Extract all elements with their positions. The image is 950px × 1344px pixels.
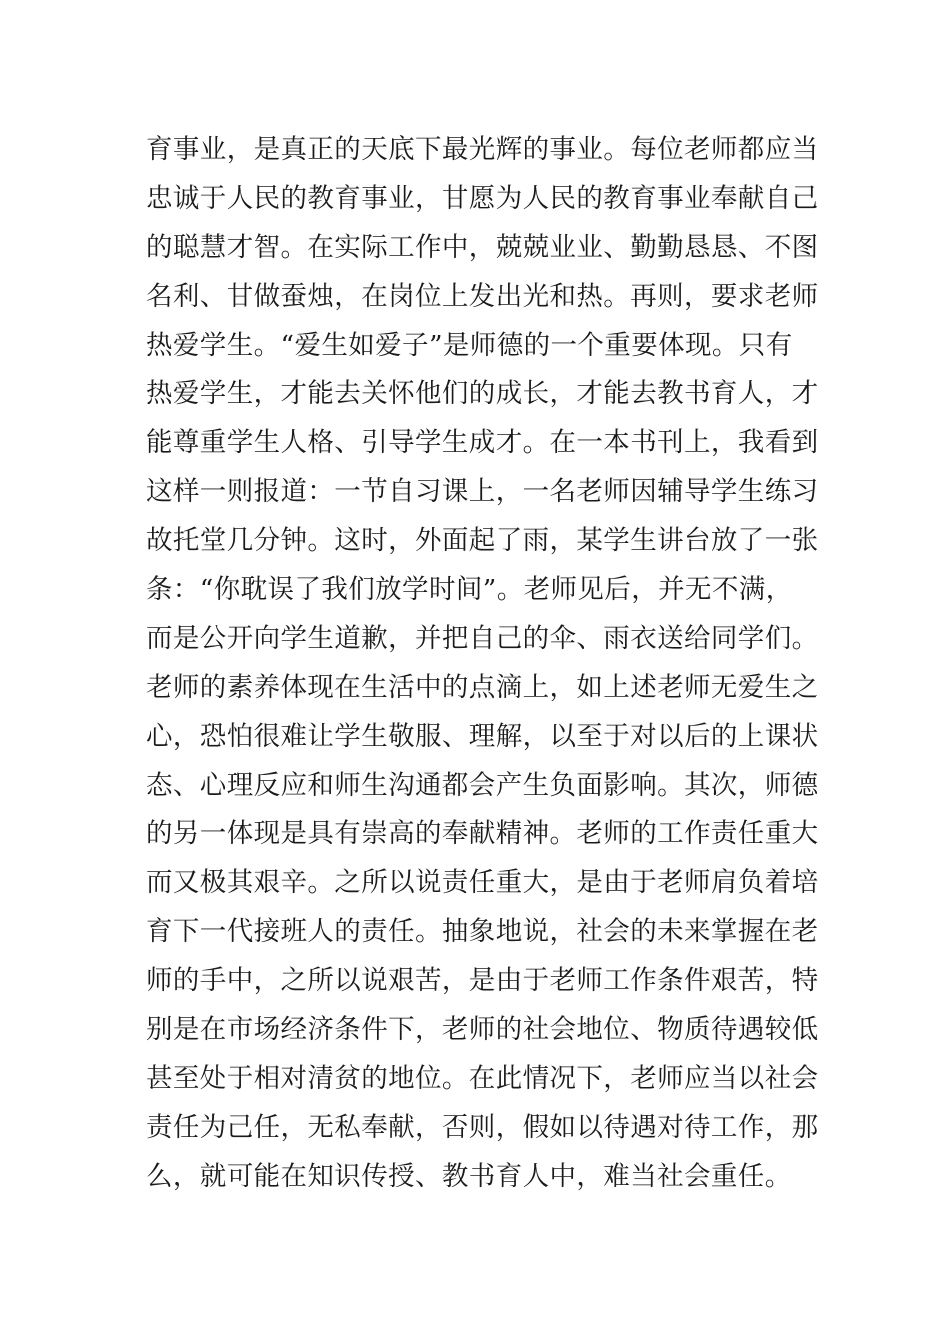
text-line-2: 忠诚于人民的教育事业，甘愿为人民的教育事业奉献自己 xyxy=(146,182,819,214)
text-line-22: 么，就可能在知识传授、教书育人中，难当社会重任。 xyxy=(146,1160,792,1192)
text-line-15: 的另一体现是具有崇高的奉献精神。老师的工作责任重大 xyxy=(146,818,819,850)
text-line-21: 责任为己任，无私奉献，否则，假如以待遇对待工作，那 xyxy=(146,1111,819,1143)
text-line-16: 而又极其艰辛。之所以说责任重大，是由于老师肩负着培 xyxy=(146,867,819,899)
text-line-3: 的聪慧才智。在实际工作中，兢兢业业、勤勤恳恳、不图 xyxy=(146,231,819,263)
text-line-4: 名利、甘做蚕烛，在岗位上发出光和热。再则，要求老师 xyxy=(146,280,819,312)
text-line-11: 而是公开向学生道歉，并把自己的伞、雨衣送给同学们。 xyxy=(146,622,819,654)
text-line-17: 育下一代接班人的责任。抽象地说，社会的未来掌握在老 xyxy=(146,916,819,948)
text-line-5: 热爱学生。“爱生如爱子”是师德的一个重要体现。只有 xyxy=(146,329,793,361)
text-line-12: 老师的素养体现在生活中的点滴上，如上述老师无爱生之 xyxy=(146,671,819,703)
text-line-6: 热爱学生，才能去关怀他们的成长，才能去教书育人，才 xyxy=(146,378,819,410)
text-line-18: 师的手中，之所以说艰苦，是由于老师工作条件艰苦，特 xyxy=(146,965,819,997)
text-line-20: 甚至处于相对清贫的地位。在此情况下，老师应当以社会 xyxy=(146,1062,819,1094)
text-line-1: 育事业，是真正的天底下最光辉的事业。每位老师都应当 xyxy=(146,134,819,165)
text-line-9: 故托堂几分钟。这时，外面起了雨，某学生讲台放了一张 xyxy=(146,525,819,557)
text-line-14: 态、心理反应和师生沟通都会产生负面影响。其次，师德 xyxy=(146,769,819,801)
text-line-10: 条：“你耽误了我们放学时间”。老师见后，并无不满， xyxy=(146,574,793,606)
text-line-19: 别是在市场经济条件下，老师的社会地位、物质待遇较低 xyxy=(146,1014,819,1046)
text-line-7: 能尊重学生人格、引导学生成才。在一本书刊上，我看到 xyxy=(146,427,819,459)
body-paragraph xyxy=(146,126,819,1202)
text-line-8: 这样一则报道：一节自习课上，一名老师因辅导学生练习 xyxy=(146,476,819,508)
text-line-13: 心，恐怕很难让学生敬服、理解，以至于对以后的上课状 xyxy=(146,720,819,752)
